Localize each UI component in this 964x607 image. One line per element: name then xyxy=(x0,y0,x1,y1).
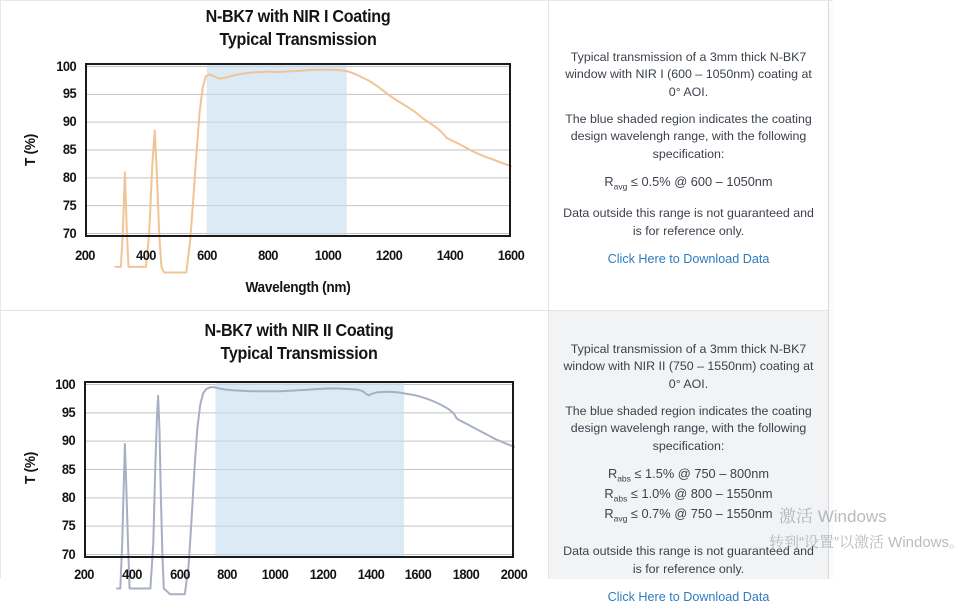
x-tick-label: 400 xyxy=(135,247,156,263)
spec-value: ≤ 0.5% @ 600 – 1050nm xyxy=(627,174,773,190)
spec-value: ≤ 0.7% @ 750 – 1550nm xyxy=(627,506,773,522)
x-tick-label: 1400 xyxy=(357,566,384,582)
download-data-link-nir2[interactable]: Click Here to Download Data xyxy=(607,589,770,604)
x-tick-label: 600 xyxy=(196,247,217,263)
x-tick-label: 1400 xyxy=(436,247,464,263)
y-tick-label: 100 xyxy=(56,57,77,74)
panel-paragraph-shaded: The blue shaded region indicates the coating design wavelengh range, with the following specification: xyxy=(565,404,812,453)
panel-paragraph-disclaimer: Data outside this range is not guaranteed and is for reference only. xyxy=(563,544,814,576)
chart-title-line2: Typical Transmission xyxy=(219,29,377,50)
y-tick-label: 90 xyxy=(61,432,76,449)
download-data-link-nir1[interactable]: Click Here to Download Data xyxy=(607,251,770,266)
x-tick-label: 400 xyxy=(121,566,142,582)
x-tick-label: 1000 xyxy=(315,247,342,263)
spec-symbol: R xyxy=(604,174,614,190)
spec-line xyxy=(549,485,828,505)
y-tick-label: 80 xyxy=(62,168,77,185)
y-axis-label-nir2: T (%) xyxy=(23,452,39,484)
y-tick-label: 80 xyxy=(61,488,76,505)
chart-title-line2: Typical Transmission xyxy=(220,343,378,364)
spec-subscript: avg xyxy=(613,513,628,524)
windows-activation-watermark-line2: 转到“设置”以激活 Windows。 xyxy=(769,534,964,551)
x-tick-labels-nir2 xyxy=(74,566,528,584)
x-tick-label: 1600 xyxy=(497,247,525,263)
x-axis-label-nir1: Wavelength (nm) xyxy=(245,280,351,296)
spec-list xyxy=(549,465,828,525)
chart-title-nir1 xyxy=(102,5,494,52)
y-tick-labels-nir2 xyxy=(30,375,77,562)
spec-subscript: abs xyxy=(613,493,628,504)
chart-title-line1: N-BK7 with NIR I Coating xyxy=(205,6,391,26)
chart-title-line1: N-BK7 with NIR II Coating xyxy=(204,320,394,340)
x-tick-label: 1000 xyxy=(261,566,289,582)
y-tick-label: 85 xyxy=(61,460,76,477)
y-tick-label: 75 xyxy=(62,196,77,213)
y-tick-label: 100 xyxy=(55,375,76,392)
x-tick-label: 1600 xyxy=(405,566,432,582)
x-tick-label: 800 xyxy=(217,566,238,582)
spec-line xyxy=(549,505,828,525)
x-tick-label: 1200 xyxy=(309,566,337,582)
spec-value: ≤ 1.0% @ 800 – 1550nm xyxy=(627,486,773,502)
y-tick-label: 70 xyxy=(62,224,77,241)
spec-line xyxy=(549,465,828,485)
y-tick-label: 70 xyxy=(61,545,76,562)
x-tick-label: 800 xyxy=(257,247,278,263)
spec-subscript: abs xyxy=(617,473,631,484)
spec-symbol: R xyxy=(604,486,614,502)
y-tick-label: 95 xyxy=(62,85,77,102)
y-axis-label-nir1: T (%) xyxy=(23,134,39,166)
x-tick-label: 600 xyxy=(169,566,190,582)
spec-line xyxy=(549,173,828,193)
y-tick-label: 75 xyxy=(61,517,76,534)
panel-paragraph-typical: Typical transmission of a 3mm thick N-BK7 window with NIR I (600 – 1050nm) coating at 0° AOI. xyxy=(565,50,812,99)
x-tick-label: 1200 xyxy=(376,247,403,263)
horizontal-divider xyxy=(1,310,833,311)
x-tick-label: 1800 xyxy=(452,566,480,582)
x-tick-labels-nir1 xyxy=(75,247,525,265)
panel-paragraph-disclaimer: Data outside this range is not guaranteed and is for reference only. xyxy=(563,206,814,238)
transmission-plot-nir1 xyxy=(85,63,511,237)
x-tick-label: 200 xyxy=(75,247,95,263)
y-tick-labels-nir1 xyxy=(31,57,78,241)
spec-value: ≤ 1.5% @ 750 – 800nm xyxy=(630,466,770,482)
panel-paragraph-typical: Typical transmission of a 3mm thick N-BK7 window with NIR II (750 – 1550nm) coating at 0° AOI. xyxy=(563,342,814,391)
spec-symbol: R xyxy=(607,466,618,482)
spec-symbol: R xyxy=(604,506,614,522)
vertical-divider xyxy=(548,1,549,579)
spec-list xyxy=(549,173,828,193)
scrollbar[interactable] xyxy=(828,1,833,579)
x-tick-label: 200 xyxy=(74,566,94,582)
x-tick-label: 2000 xyxy=(500,566,528,582)
transmission-plot-nir2 xyxy=(84,381,514,558)
spec-subscript: avg xyxy=(613,181,628,192)
y-tick-label: 85 xyxy=(62,141,77,157)
y-tick-label: 90 xyxy=(62,113,77,130)
panel-paragraph-shaded: The blue shaded region indicates the coating design wavelengh range, with the following specification: xyxy=(565,112,812,161)
windows-activation-watermark-line1: 激活 Windows xyxy=(779,507,887,526)
y-tick-label: 95 xyxy=(61,403,76,420)
description-panel-nir1 xyxy=(549,1,828,310)
description-panel-nir2 xyxy=(549,311,828,604)
chart-title-nir2 xyxy=(101,319,497,366)
